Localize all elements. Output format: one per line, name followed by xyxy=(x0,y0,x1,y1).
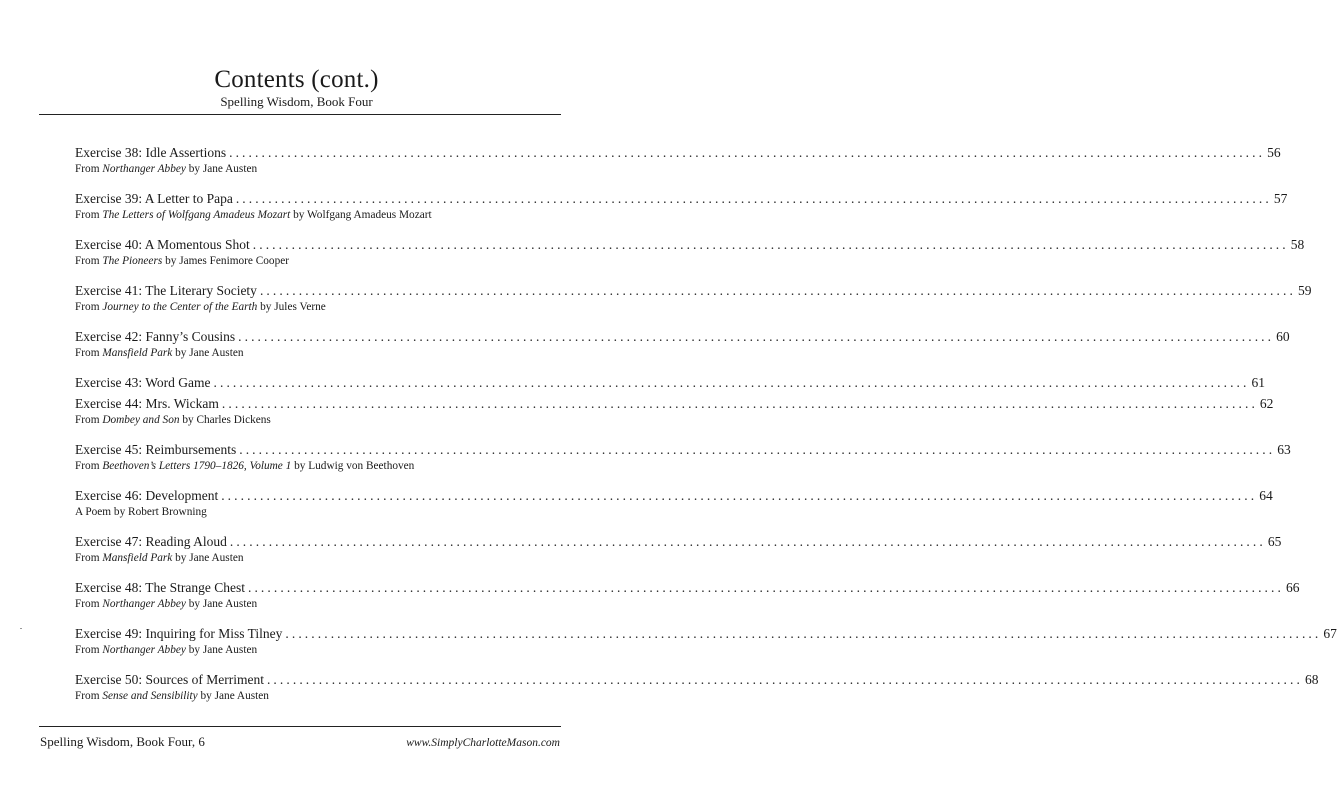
dot-leader: ................................................................................................................................................................ xyxy=(229,534,1266,549)
toc-entry-line xyxy=(75,442,1291,458)
toc-entry-line xyxy=(75,580,1300,596)
source-prefix: From xyxy=(75,460,103,472)
exercise-source xyxy=(75,300,526,314)
source-work-title: Mansfield Park xyxy=(102,552,173,564)
page-number: 58 xyxy=(1290,237,1305,252)
page-number: 56 xyxy=(1267,145,1281,160)
toc-entry-line xyxy=(75,329,1290,345)
exercise-source xyxy=(75,459,526,473)
exercise-source xyxy=(75,254,526,268)
source-work-title: Northanger Abbey xyxy=(102,163,186,175)
source-prefix: From xyxy=(75,690,103,702)
toc-entry xyxy=(75,488,1273,519)
header-divider xyxy=(39,114,561,115)
source-author: by Jane Austen xyxy=(172,347,244,359)
toc-entry xyxy=(75,626,1337,657)
page-number: 59 xyxy=(1297,283,1312,298)
source-author: by Jules Verne xyxy=(257,301,326,313)
page-number: 60 xyxy=(1276,329,1290,344)
source-prefix: From xyxy=(75,255,103,267)
toc-entry-line xyxy=(75,534,1282,550)
toc-entry xyxy=(75,442,1291,473)
source-work-title: Northanger Abbey xyxy=(102,644,186,656)
exercise-source xyxy=(75,643,526,657)
toc-entry-line xyxy=(75,375,1265,391)
toc-entry xyxy=(75,191,1288,222)
exercise-source xyxy=(75,162,526,176)
source-author: by Wolfgang Amadeus Mozart xyxy=(290,209,432,221)
toc-entry xyxy=(75,580,1300,611)
source-work-title: Sense and Sensibility xyxy=(102,690,198,702)
page-number: 62 xyxy=(1259,396,1274,411)
dot-leader: ................................................................................................................................................................ xyxy=(247,580,1284,595)
toc-entry-line xyxy=(75,396,1274,412)
source-prefix: From xyxy=(75,163,103,175)
footer-book-page: Spelling Wisdom, Book Four, 6 xyxy=(40,734,205,749)
dot-leader: ................................................................................................................................................................ xyxy=(238,329,1275,344)
exercise-source xyxy=(75,208,526,222)
page-number: 57 xyxy=(1273,191,1288,206)
source-work-title: Dombey and Son xyxy=(102,414,180,426)
source-author: by Ludwig von Beethoven xyxy=(291,460,415,472)
source-prefix: From xyxy=(75,301,103,313)
page-header xyxy=(0,66,593,110)
toc-entry-line xyxy=(75,626,1337,642)
toc-entry xyxy=(75,534,1282,565)
footer-divider xyxy=(39,726,561,727)
exercise-title: Exercise 38: Idle Assertions xyxy=(75,145,227,160)
page-number: 63 xyxy=(1277,442,1291,457)
exercise-source xyxy=(75,346,526,360)
dot-leader: ................................................................................................................................................................ xyxy=(221,396,1258,411)
exercise-title: Exercise 44: Mrs. Wickam xyxy=(75,396,219,411)
exercise-title: Exercise 46: Development xyxy=(75,488,219,503)
source-prefix: From xyxy=(75,552,103,564)
source-author: by James Fenimore Cooper xyxy=(162,255,290,267)
page-subtitle: Spelling Wisdom, Book Four xyxy=(220,94,373,109)
source-prefix: From xyxy=(75,414,103,426)
exercise-title: Exercise 39: A Letter to Papa xyxy=(75,191,233,206)
page-number: 68 xyxy=(1304,672,1319,687)
toc-entry xyxy=(75,145,1281,176)
source-author: by Charles Dickens xyxy=(179,414,271,426)
page-number: 67 xyxy=(1323,626,1337,641)
toc-entry-line xyxy=(75,672,1319,688)
exercise-source xyxy=(75,597,526,611)
toc-entry xyxy=(75,283,1312,314)
exercise-title: Exercise 49: Inquiring for Miss Tilney xyxy=(75,626,283,641)
page-number: 64 xyxy=(1259,488,1273,503)
toc-entry-line xyxy=(75,237,1305,253)
page-number: 61 xyxy=(1251,375,1265,390)
toc-entry-line xyxy=(75,283,1312,299)
exercise-title: Exercise 47: Reading Aloud xyxy=(75,534,227,549)
dot-leader: ................................................................................................................................................................ xyxy=(252,237,1289,252)
source-prefix: From xyxy=(75,347,103,359)
source-author: by Jane Austen xyxy=(185,163,258,175)
exercise-source xyxy=(75,689,526,703)
source-work-title: Northanger Abbey xyxy=(102,598,186,610)
source-work-title: Mansfield Park xyxy=(102,347,173,359)
page-number: 65 xyxy=(1267,534,1282,549)
exercise-title: Exercise 45: Reimbursements xyxy=(75,442,237,457)
source-author: by Jane Austen xyxy=(197,690,269,702)
source-work-title: Beethoven’s Letters 1790–1826, Volume 1 xyxy=(102,460,292,472)
dot-leader: ................................................................................................................................................................ xyxy=(235,191,1272,206)
dot-leader: ................................................................................................................................................................ xyxy=(266,672,1303,687)
exercise-source xyxy=(75,505,526,519)
page-title: Contents (cont.) xyxy=(214,66,379,93)
toc-entry xyxy=(75,396,1274,427)
page-number: 66 xyxy=(1285,580,1300,595)
exercise-title: Exercise 50: Sources of Merriment xyxy=(75,672,264,687)
source-author: by Jane Austen xyxy=(185,644,258,656)
exercise-source xyxy=(75,551,526,565)
source-prefix: From xyxy=(75,598,103,610)
toc-entry xyxy=(75,237,1305,268)
scan-speck xyxy=(20,628,22,629)
toc-entry-line xyxy=(75,191,1288,207)
source-prefix: A Poem by Robert Browning xyxy=(75,506,207,518)
source-author: by Jane Austen xyxy=(172,552,244,564)
source-work-title: The Letters of Wolfgang Amadeus Mozart xyxy=(102,209,291,221)
dot-leader: ................................................................................................................................................................ xyxy=(285,626,1322,641)
dot-leader: ................................................................................................................................................................ xyxy=(259,283,1296,298)
exercise-title: Exercise 41: The Literary Society xyxy=(75,283,257,298)
exercise-source xyxy=(75,413,526,427)
source-work-title: Journey to the Center of the Earth xyxy=(102,301,258,313)
page-footer xyxy=(40,734,560,750)
source-work-title: The Pioneers xyxy=(102,255,163,267)
dot-leader: ................................................................................................................................................................ xyxy=(213,375,1250,390)
toc-entry-line xyxy=(75,488,1273,504)
footer-website: www.SimplyCharlotteMason.com xyxy=(406,737,560,749)
toc-entry xyxy=(75,329,1290,360)
source-author: by Jane Austen xyxy=(185,598,258,610)
toc-entry-line xyxy=(75,145,1281,161)
exercise-title: Exercise 43: Word Game xyxy=(75,375,211,390)
dot-leader: ................................................................................................................................................................ xyxy=(229,145,1266,160)
exercise-title: Exercise 48: The Strange Chest xyxy=(75,580,245,595)
exercise-title: Exercise 42: Fanny’s Cousins xyxy=(75,329,236,344)
source-prefix: From xyxy=(75,209,103,221)
exercise-title: Exercise 40: A Momentous Shot xyxy=(75,237,250,252)
dot-leader: ................................................................................................................................................................ xyxy=(239,442,1276,457)
source-prefix: From xyxy=(75,644,103,656)
dot-leader: ................................................................................................................................................................ xyxy=(221,488,1258,503)
toc-entry xyxy=(75,672,1319,703)
toc-entry xyxy=(75,375,1265,391)
